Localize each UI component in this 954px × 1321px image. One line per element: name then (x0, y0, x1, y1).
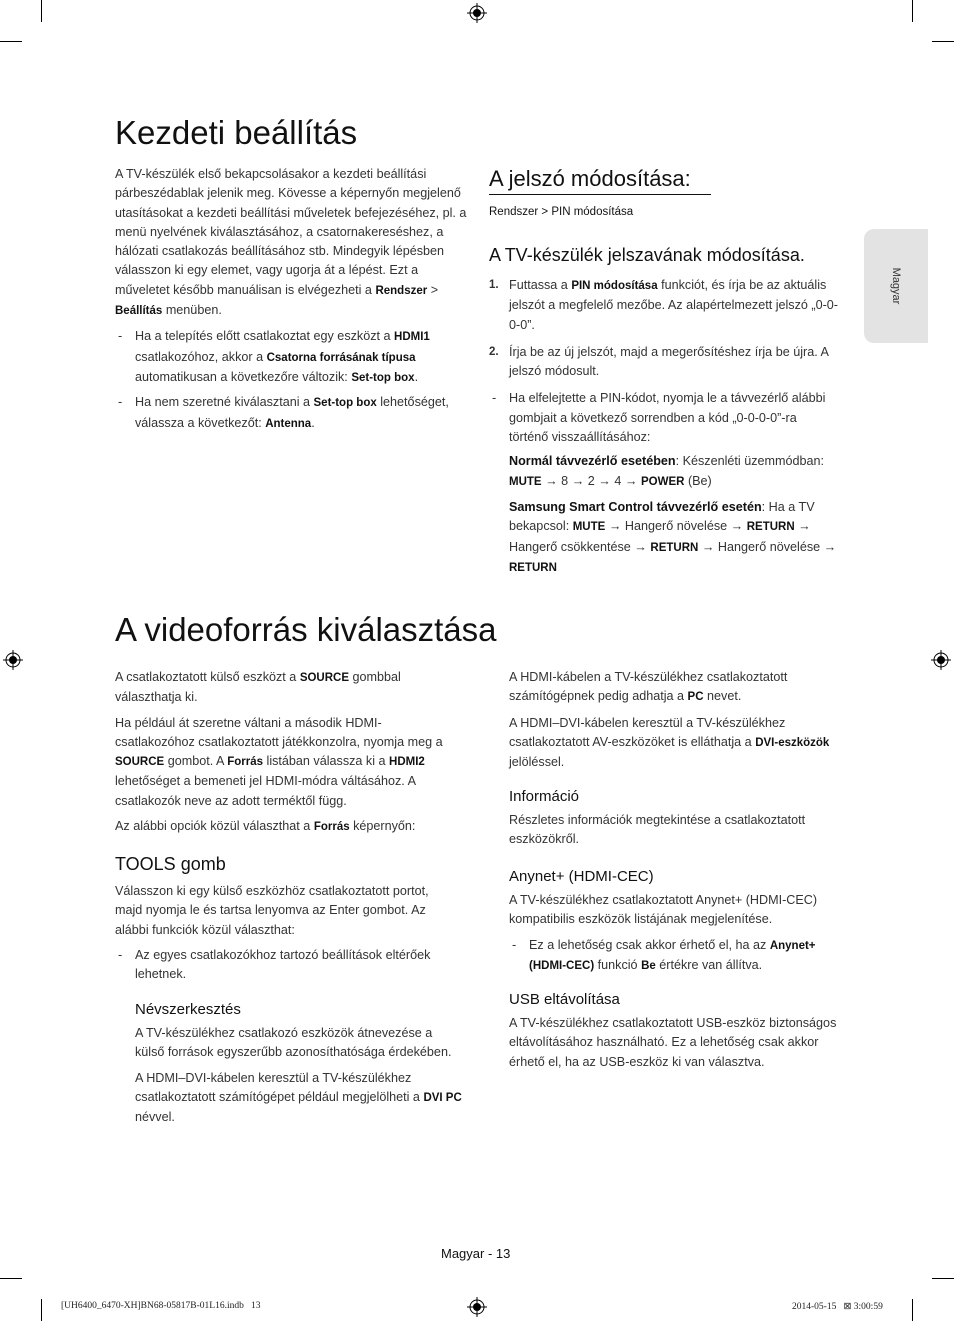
crop-mark (0, 1278, 22, 1279)
language-side-tab (864, 229, 928, 343)
crop-mark (932, 41, 954, 42)
paragraph: A HDMI–DVI-kábelen keresztül a TV-készülékhez csatlakoztatott AV-eszközöket is elláthatja a DVI-eszközök jelöléssel. (509, 715, 830, 770)
video-source-right-column (509, 668, 844, 778)
usb-removal-text: A TV-készülékhez csatlakoztatott USB-eszköz biztonságos eltávolításához használható. Ez a lehetőség csak akkor érhető el, ha az USB-eszköz ki van választva. (509, 1016, 837, 1069)
paragraph: A TV-készülékhez csatlakoztatott Anynet+ (HDMI-CEC) kompatibilis eszközök listájának megjelenítése. (509, 893, 818, 927)
tools-text (115, 882, 450, 989)
page-number: Magyar - 13 (441, 1246, 511, 1261)
list-item: - Ha a telepítés előtt csatlakoztat egy eszközt a HDMI1 csatlakozóhoz, akkor a Csatorna forrásának típusa automatikusan a következőre változik: Set-top box. (115, 327, 467, 388)
anynet-title: Anynet+ (HDMI-CEC) (509, 868, 654, 885)
password-section-title: A jelszó módosítása: (489, 166, 691, 191)
list-item: - Ha elfelejtette a PIN-kódot, nyomja le a távvezérlő alábbi gombjait a következő sorrendben a kód „0-0-0-0”-ra történő visszaállításához: (489, 389, 839, 447)
initial-setup-intro: A TV-készülék első bekapcsolásakor a kezdeti beállítási párbeszédablak jelenik meg. Kövesse a képernyőn megjelenő utasításokat a kezdeti beállítási műveletek befejezéséhez, pl. a menü nyelvének kiválasztásához, a csatornakereséshez, a hálózati csatlakozás beállításához stb. Mindegyik lépésben válasszon ki egy elemet, vagy ugorja át a lépést. Ezt a műveletet később manuálisan is elvégezheti a Rendszer > Beállítás menüben. (115, 167, 467, 318)
breadcrumb: Rendszer > PIN módosítása (489, 206, 634, 218)
crop-mark (912, 1299, 913, 1321)
section-title-video-source: A videoforrás kiválasztása (115, 611, 497, 648)
paragraph: A csatlakoztatott külső eszközt a SOURCE gombbal választhatja ki. (115, 670, 401, 705)
usb-removal-title: USB eltávolítása (509, 991, 620, 1008)
list-item: - Ha nem szeretné kiválasztani a Set-top box lehetőséget, válassza a következőt: Antenna. (115, 393, 467, 434)
registration-mark-icon (467, 1297, 487, 1317)
paragraph: Ha például át szeretne váltani a második HDMI-csatlakozóhoz csatlakoztatott játékkonzolra, nyomja meg a SOURCE gombot. A Forrás listában válassza ki a HDMI2 lehetőséget a bemeneti jel HDMI-módra váltásához. A csatlakozók neve az adott terméktől függ. (115, 715, 443, 808)
registration-mark-icon (467, 3, 487, 23)
normal-remote-instruction: Normál távvezérlő esetében: Készenléti üzemmódban: MUTE → 8 → 2 → 4 → POWER (Be) (509, 454, 825, 488)
registration-mark-icon (3, 650, 23, 670)
crop-mark (0, 41, 22, 42)
paragraph: A HDMI–DVI-kábelen keresztül a TV-készülékhez csatlakoztatott számítógépet például megjelölheti a DVI PC névvel. (135, 1070, 462, 1125)
video-source-left-column (115, 668, 450, 843)
tools-button-title: TOOLS gomb (115, 854, 226, 874)
crop-mark (41, 1299, 42, 1321)
side-tab-label: Magyar (890, 267, 902, 305)
crop-mark (41, 0, 42, 22)
title-underline (489, 194, 711, 195)
paragraph: Az alábbi opciók közül választhat a Forrás képernyőn: (115, 819, 416, 834)
initial-setup-text (115, 165, 467, 439)
print-footer-right: 2014-05-15 ⊠ 3:00:59 (792, 1302, 883, 1312)
section-title-initial-setup: Kezdeti beállítás (115, 114, 358, 151)
rename-title: Névszerkesztés (135, 1001, 241, 1018)
crop-mark (932, 1278, 954, 1279)
paragraph: Válasszon ki egy külső eszközhöz csatlakoztatott portot, majd nyomja le és tartsa lenyomva az Enter gombot. Az alábbi funkciók közül választhat: (115, 884, 429, 937)
paragraph: A TV-készülékhez csatlakozó eszközök átnevezése a külső források egyszerűbb azonosíthatósága érdekében. (135, 1026, 452, 1060)
list-item: - Ez a lehetőség csak akkor érhető el, ha az Anynet+ (HDMI-CEC) funkció Be értékre van állítva. (509, 936, 839, 977)
paragraph: A HDMI-kábelen a TV-készülékhez csatlakoztatott számítógépnek pedig adhatja a PC nevet. (509, 670, 788, 704)
anynet-text (509, 891, 839, 981)
list-item: - Az egyes csatlakozókhoz tartozó beállítások eltérőek lehetnek. (115, 946, 450, 985)
information-title: Információ (509, 788, 580, 805)
smart-remote-instruction: Samsung Smart Control távvezérlő esetén: Ha a TV bekapcsol: MUTE → Hangerő növelése → RETURN → Hangerő csökkentése → RETURN → Hangerő növelése → RETURN (509, 499, 837, 574)
crop-mark (912, 0, 913, 22)
list-item: 2. Írja be az új jelszót, majd a megerősítéshez írja be újra. A jelszó módosult. (489, 344, 829, 379)
print-footer-left: [UH6400_6470-XH]BN68-05817B-01L16.indb 13 (61, 1301, 261, 1311)
information-text: Részletes információk megtekintése a csatlakoztatott eszközökről. (509, 813, 806, 847)
rename-text (135, 1024, 465, 1133)
registration-mark-icon (931, 650, 951, 670)
password-subtitle: A TV-készülék jelszavának módosítása. (489, 245, 805, 265)
password-steps (489, 276, 839, 584)
list-item: 1. Futtassa a PIN módosítása funkciót, és írja be az aktuális jelszót a megfelelő mezőbe. Az alapértelmezett jelszó „0-0-0-0”. (489, 278, 838, 332)
